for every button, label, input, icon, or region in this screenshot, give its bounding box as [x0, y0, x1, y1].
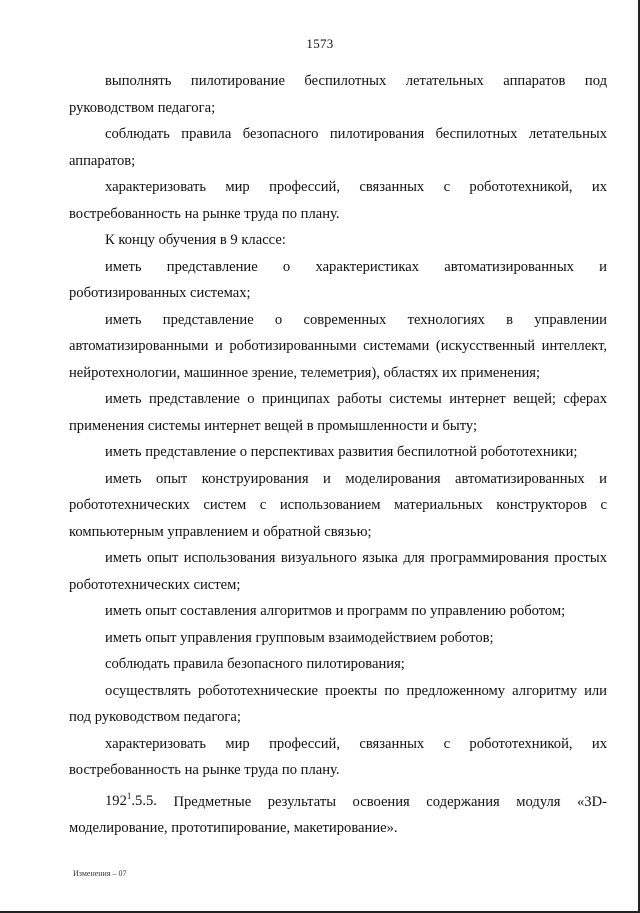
paragraph: иметь представление о характеристиках автоматизированных и роботизированных системах; — [69, 258, 607, 301]
paragraph: соблюдать правила безопасного пилотирования беспилотных летательных аппаратов; — [69, 126, 607, 169]
paragraph: соблюдать правила безопасного пилотирования; — [105, 656, 405, 672]
paragraph: иметь опыт составления алгоритмов и программ по управлению роботом; — [105, 603, 566, 619]
paragraph: иметь опыт конструирования и моделирования автоматизированных и робототехнических систем с использованием материальных конструкторов с компьютерным управлением и обратной связью; — [69, 470, 607, 540]
page-number: 1573 — [306, 36, 334, 51]
paragraph: иметь представление о современных технологиях в управлении автоматизированными и роботизированными системами (искусственный интеллект, нейротехнологии, машинное зрение, телеметрия), областях их применения; — [69, 311, 607, 381]
paragraph: осуществлять робототехнические проекты по предложенному алгоритму или под руководством педагога; — [69, 682, 607, 725]
paragraph: К концу обучения в 9 классе: — [105, 232, 286, 248]
paragraph: характеризовать мир профессий, связанных с робототехникой, их востребованность на рынке труда по плану. — [69, 735, 607, 778]
paragraph: иметь представление о перспективах развития беспилотной робототехники; — [105, 444, 578, 460]
footer-note: Изменения – 07 — [73, 869, 127, 878]
paragraph: иметь опыт управления групповым взаимодействием роботов; — [105, 629, 494, 646]
paragraph: выполнять пилотирование беспилотных летательных аппаратов под руководством педагога; — [69, 73, 607, 116]
paragraph: иметь представление о принципах работы системы интернет вещей; сферах применения системы интернет вещей в промышленности и быту; — [69, 391, 607, 434]
section-title: Предметные результаты освоения содержания модуля «3D-моделирование, прототипирование, макетирование». — [69, 793, 607, 836]
section-heading — [69, 784, 607, 842]
paragraph: характеризовать мир профессий, связанных с робототехникой, их востребованность на рынке труда по плану. — [69, 179, 607, 222]
page-body — [69, 68, 607, 841]
paragraph: иметь опыт использования визуального языка для программирования простых робототехнических систем; — [69, 550, 607, 593]
section-number: $192^1.5.5$. — [105, 791, 157, 810]
